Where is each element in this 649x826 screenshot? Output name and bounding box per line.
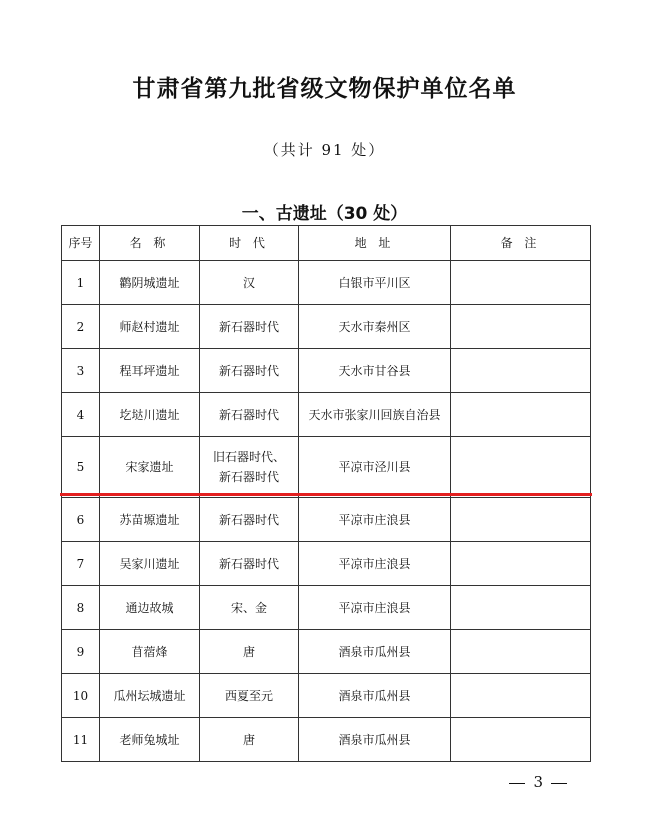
site-period [200, 437, 299, 498]
site-notes [451, 718, 591, 762]
site-period: 新石器时代 [200, 498, 299, 542]
site-notes [451, 630, 591, 674]
site-name: 师赵村遗址 [100, 305, 200, 349]
row-number: 4 [62, 393, 100, 437]
site-location: 平凉市庄浪县 [299, 498, 451, 542]
site-name: 宋家遗址 [100, 437, 200, 498]
page-number-value: 3 [533, 773, 543, 791]
row-number: 3 [62, 349, 100, 393]
site-location: 天水市秦州区 [299, 305, 451, 349]
table-row [62, 542, 591, 586]
site-location: 天水市甘谷县 [299, 349, 451, 393]
row-number: 6 [62, 498, 100, 542]
table-row [62, 437, 591, 498]
row-number: 11 [62, 718, 100, 762]
site-period: 西夏至元 [200, 674, 299, 718]
site-period: 唐 [200, 630, 299, 674]
site-name: 鹳阴城遗址 [100, 261, 200, 305]
table-row [62, 674, 591, 718]
site-period: 唐 [200, 718, 299, 762]
header-period: 时 代 [200, 226, 299, 261]
site-notes [451, 498, 591, 542]
site-notes [451, 393, 591, 437]
site-name: 吴家川遗址 [100, 542, 200, 586]
table-row [62, 498, 591, 542]
row-number: 5 [62, 437, 100, 498]
site-period: 新石器时代 [200, 542, 299, 586]
table-row [62, 305, 591, 349]
header-location: 地 址 [299, 226, 451, 261]
site-name: 老师兔城址 [100, 718, 200, 762]
site-location: 白银市平川区 [299, 261, 451, 305]
site-notes [451, 542, 591, 586]
table-row [62, 349, 591, 393]
page-number-dash-left [509, 783, 525, 784]
table-row [62, 718, 591, 762]
table-row [62, 261, 591, 305]
site-period: 新石器时代 [200, 349, 299, 393]
site-notes [451, 349, 591, 393]
site-location: 天水市张家川回族自治县 [299, 393, 451, 437]
table-header-row [62, 226, 591, 261]
row-number: 9 [62, 630, 100, 674]
site-period: 新石器时代 [200, 305, 299, 349]
site-period-line: 旧石器时代、 [212, 450, 285, 464]
section-heading: 一、古遗址（30 处） [241, 204, 408, 224]
header-name: 名 称 [100, 226, 200, 261]
site-name: 瓜州坛城遗址 [100, 674, 200, 718]
site-notes [451, 674, 591, 718]
site-period: 汉 [200, 261, 299, 305]
row-number: 1 [62, 261, 100, 305]
site-name: 圪垯川遗址 [100, 393, 200, 437]
site-period-line: 新石器时代 [218, 470, 279, 484]
document-title: 甘肃省第九批省级文物保护单位名单 [132, 76, 517, 102]
table-row [62, 630, 591, 674]
row-number: 2 [62, 305, 100, 349]
site-name: 通边故城 [100, 586, 200, 630]
site-notes [451, 437, 591, 498]
red-annotation-line [60, 493, 592, 496]
header-number: 序号 [62, 226, 100, 261]
site-period: 新石器时代 [200, 393, 299, 437]
site-name: 程耳坪遗址 [100, 349, 200, 393]
site-location: 平凉市泾川县 [299, 437, 451, 498]
row-number: 10 [62, 674, 100, 718]
site-notes [451, 586, 591, 630]
table-row [62, 393, 591, 437]
site-period: 宋、金 [200, 586, 299, 630]
document-subtitle: （共计 91 处） [263, 141, 386, 159]
site-location: 平凉市庄浪县 [299, 586, 451, 630]
site-location: 酒泉市瓜州县 [299, 674, 451, 718]
site-location: 酒泉市瓜州县 [299, 718, 451, 762]
row-number: 8 [62, 586, 100, 630]
site-name: 苏苗塬遗址 [100, 498, 200, 542]
header-notes: 备 注 [451, 226, 591, 261]
table-row [62, 586, 591, 630]
page-number-dash-right [551, 783, 567, 784]
site-name: 苜蓿烽 [100, 630, 200, 674]
page-number [0, 773, 575, 791]
site-notes [451, 305, 591, 349]
site-location: 酒泉市瓜州县 [299, 630, 451, 674]
site-notes [451, 261, 591, 305]
site-location: 平凉市庄浪县 [299, 542, 451, 586]
row-number: 7 [62, 542, 100, 586]
